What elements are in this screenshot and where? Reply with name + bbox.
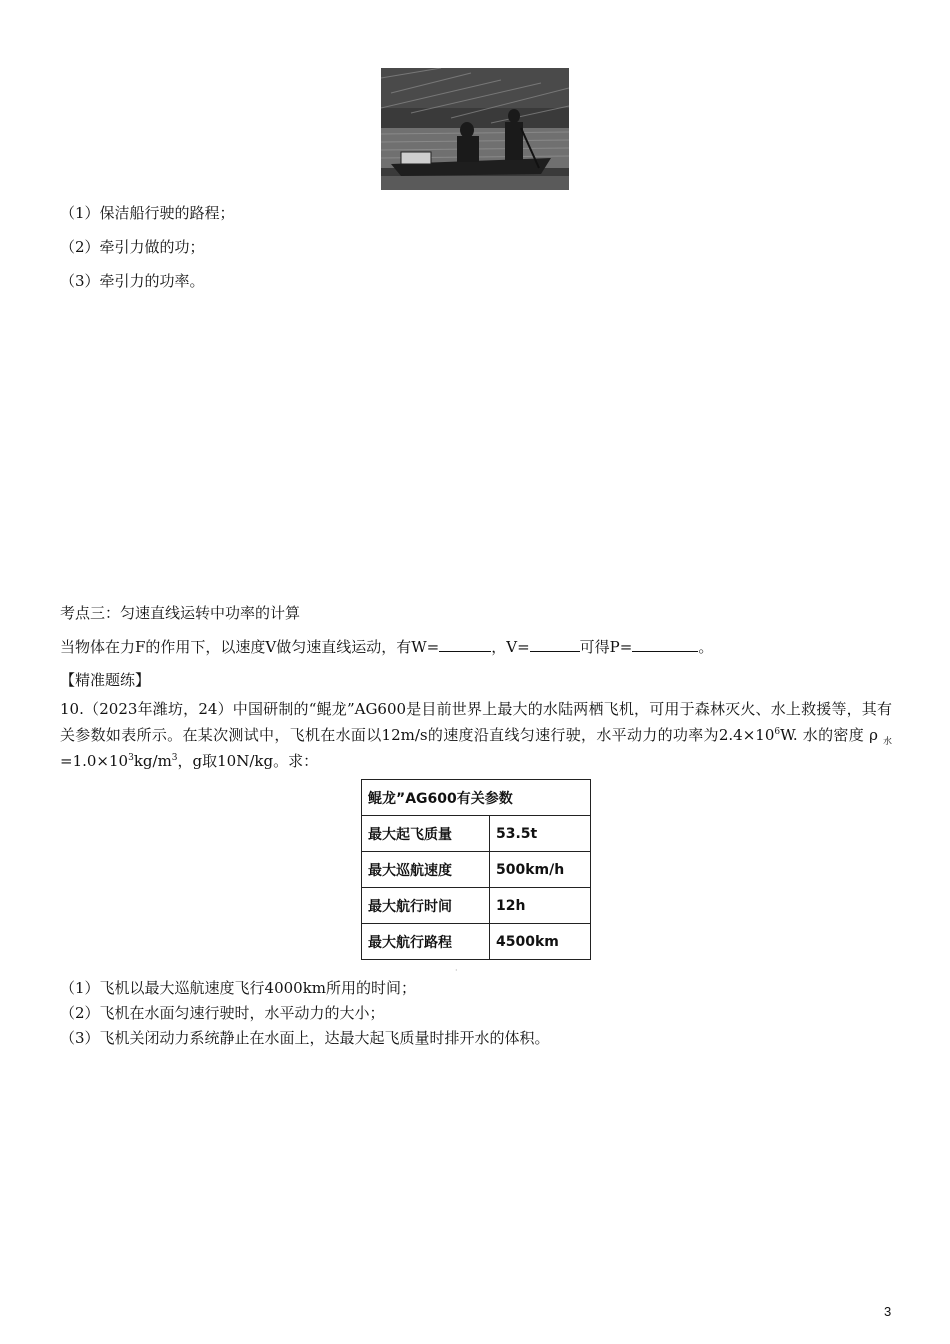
power-exponent: 6 xyxy=(774,727,781,737)
table-row xyxy=(362,852,591,888)
question-3: （3）飞机关闭动力系统静止在水面上，达最大起飞质量时排开水的体积。 xyxy=(60,1029,550,1047)
problem-tail: ，g取10N/kg。求： xyxy=(177,752,319,770)
param-label: 最大航行路程 xyxy=(362,924,490,960)
rho-subscript: 水 xyxy=(883,737,893,747)
question-1: （1）飞机以最大巡航速度飞行4000km所用的时间； xyxy=(60,979,417,997)
param-value: 12h xyxy=(490,888,591,924)
param-label: 最大航行时间 xyxy=(362,888,490,924)
table-row xyxy=(362,924,591,960)
rho-unit: kg/m xyxy=(133,752,172,770)
blank-p xyxy=(632,637,698,652)
rho-exponent: 3 xyxy=(128,753,134,763)
section-description xyxy=(60,637,713,657)
desc-part-1: 当物体在力F的作用下，以速度V做匀速直线运动，有W= xyxy=(60,638,440,656)
practice-heading: 【精准题练】 xyxy=(60,671,151,689)
param-value: 4500km xyxy=(490,924,591,960)
section-title: 考点三：匀速直线运转中功率的计算 xyxy=(60,604,301,622)
table-row xyxy=(362,888,591,924)
rho-value: =1.0×10 xyxy=(60,752,129,770)
desc-part-3: 可得P= xyxy=(579,638,633,656)
desc-part-4: 。 xyxy=(698,638,714,656)
prev-question-1: （1）保洁船行驶的路程； xyxy=(60,204,235,222)
unit-exponent: 3 xyxy=(171,753,178,763)
prev-question-3: （3）牵引力的功率。 xyxy=(60,272,205,290)
param-value: 53.5t xyxy=(490,816,591,852)
table-title: 鲲龙”AG600有关参数 xyxy=(362,780,591,816)
scan-mark: · xyxy=(455,966,458,975)
blank-v xyxy=(530,637,580,652)
param-value: 500km/h xyxy=(490,852,591,888)
blank-w xyxy=(439,637,491,652)
table-row xyxy=(362,816,591,852)
problem-10-text xyxy=(60,696,892,774)
boat-photo xyxy=(381,68,569,190)
problem-intro: 10.（2023年潍坊，24）中国研制的“鲲龙”AG600是目前世界上最大的水陆两栖飞机，可用于森林灭火、水上救援等，其有关参数如表所示。在某次测试中，飞机在水面以12m/s的速度沿直线匀速行驶，水平动力的功率为2.4×10 xyxy=(60,700,892,744)
param-label: 最大巡航速度 xyxy=(362,852,490,888)
desc-part-2: ，V= xyxy=(491,638,530,656)
table-header-row xyxy=(362,780,591,816)
question-2: （2）飞机在水面匀速行驶时，水平动力的大小； xyxy=(60,1004,385,1022)
problem-mid: W. 水的密度 ρ xyxy=(780,726,883,744)
page-number: 3 xyxy=(884,1304,892,1319)
parameter-table xyxy=(361,779,591,960)
prev-question-2: （2）牵引力做的功； xyxy=(60,238,205,256)
param-label: 最大起飞质量 xyxy=(362,816,490,852)
